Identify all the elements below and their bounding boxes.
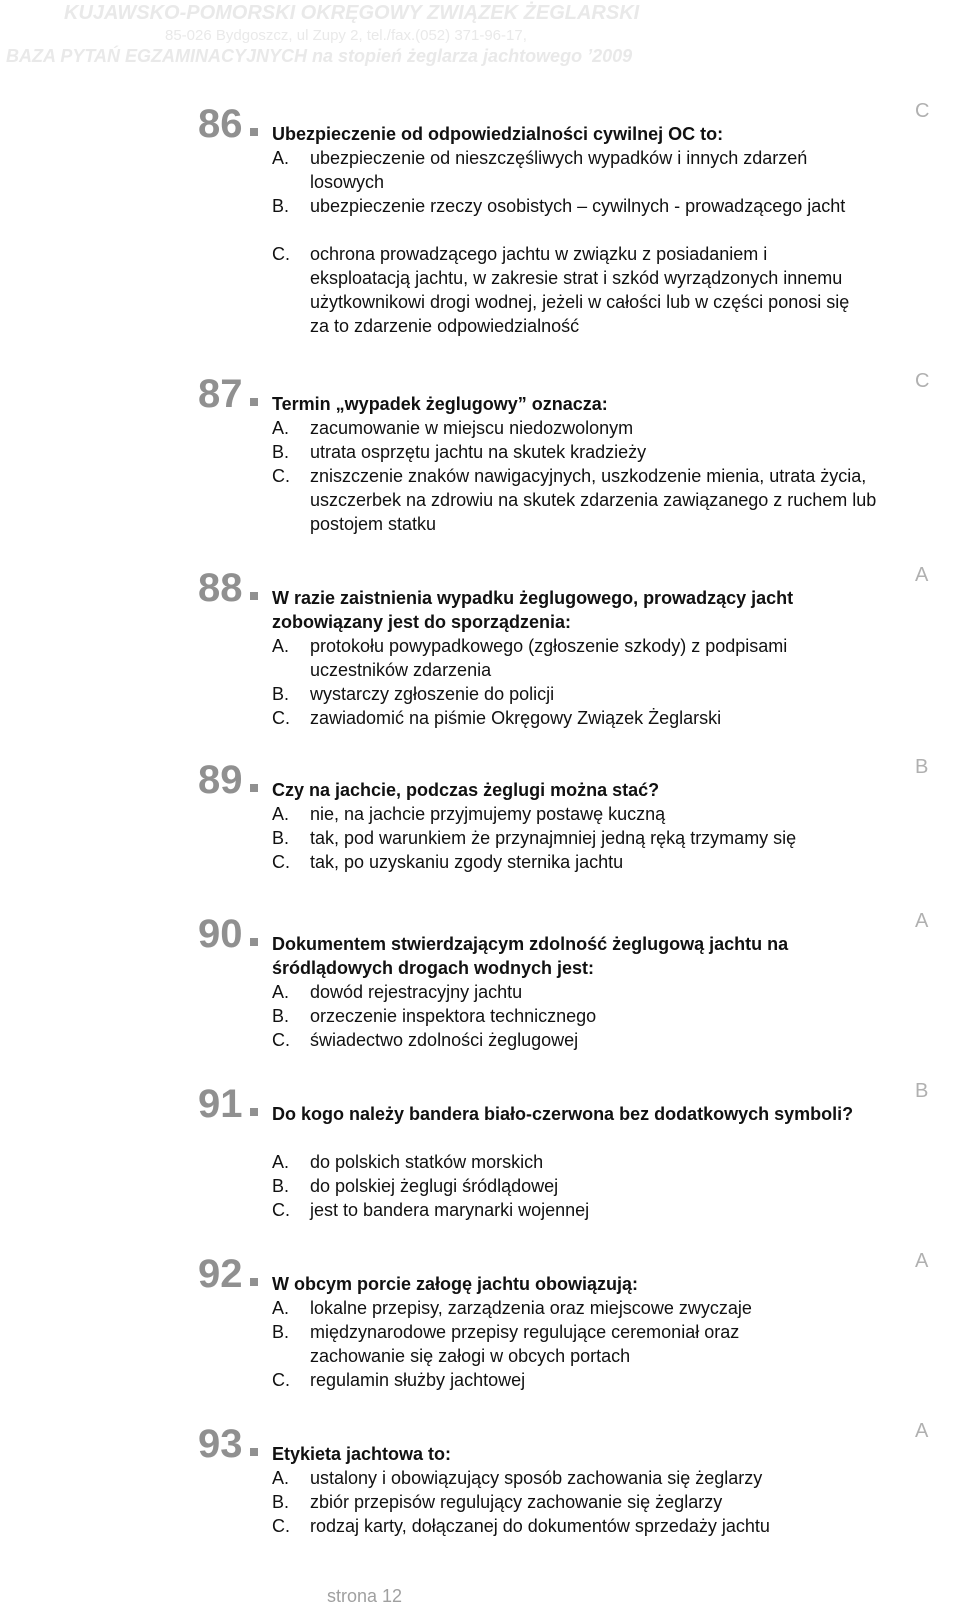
- answer-letter: B.: [272, 196, 290, 216]
- answer-letter: B.: [272, 1006, 290, 1026]
- answer-a: [272, 980, 912, 1004]
- bullet-marker: [250, 1108, 258, 1116]
- answer-text: orzeczenie inspektora technicznego: [310, 1006, 597, 1026]
- answer-text: do polskiej żeglugi śródlądowej: [310, 1176, 559, 1196]
- answer-c: [272, 850, 912, 874]
- question-number: 93: [198, 1422, 243, 1466]
- answer-a: [272, 1466, 912, 1490]
- answer-a: [272, 1150, 912, 1174]
- bullet-marker: [250, 784, 258, 792]
- answer-b: [272, 194, 912, 218]
- answer-letter: C.: [272, 466, 290, 486]
- answer-letter: A.: [272, 1152, 290, 1172]
- question-number: 86: [198, 102, 243, 146]
- question-number: 90: [198, 912, 243, 956]
- answer-letter: B.: [272, 828, 290, 848]
- question-text: Do kogo należy bandera biało-czerwona bez dodatkowych symboli?: [272, 1104, 854, 1124]
- answer-c: [272, 464, 912, 536]
- bullet-marker: [250, 1278, 258, 1286]
- answer-text: rodzaj karty, dołączanej do dokumentów sprzedaży jachtu: [310, 1516, 770, 1536]
- bullet-marker: [250, 398, 258, 406]
- answer-letter: A.: [272, 1468, 290, 1488]
- question-number: 91: [198, 1082, 243, 1126]
- answer-text: lokalne przepisy, zarządzenia oraz miejscowe zwyczaje: [310, 1298, 752, 1318]
- answer-b: [272, 1490, 912, 1514]
- answer-text: wystarczy zgłoszenie do policji: [310, 684, 555, 704]
- answer-text: zbiór przepisów regulujący zachowanie się żeglarzy: [310, 1492, 723, 1512]
- answer-a: [272, 1296, 912, 1320]
- answer-text: ubezpieczenie od nieszczęśliwych wypadków i innych zdarzeń losowych: [310, 148, 808, 192]
- answer-b: [272, 440, 912, 464]
- answer-letter: C.: [272, 244, 290, 264]
- bullet-marker: [250, 938, 258, 946]
- answer-text: jest to bandera marynarki wojennej: [310, 1200, 590, 1220]
- answer-text: dowód rejestracyjny jachtu: [310, 982, 523, 1002]
- answer-letter: C.: [272, 708, 290, 728]
- answer-key: B: [915, 756, 929, 778]
- answer-letter: B.: [272, 1492, 290, 1512]
- answer-text: ochrona prowadzącego jachtu w związku z posiadaniem i eksploatacją jachtu, w zakresie strat i szkód wyrządzonych innemu użytkownikowi drogi wodnej, jeżeli w całości lub w części ponosi się za to zdarzenie odpowiedzialność: [310, 244, 850, 336]
- answer-key: A: [915, 564, 929, 586]
- answer-letter: C.: [272, 1200, 290, 1220]
- answer-b: [272, 1320, 912, 1368]
- answer-text: ustalony i obowiązujący sposób zachowania się żeglarzy: [310, 1468, 763, 1488]
- answer-b: [272, 1174, 912, 1198]
- answer-letter: B.: [272, 442, 290, 462]
- answer-letter: A.: [272, 148, 290, 168]
- bullet-marker: [250, 128, 258, 136]
- question-text: Etykieta jachtowa to:: [272, 1444, 452, 1464]
- question-text: Termin „wypadek żeglugowy” oznacza:: [272, 394, 608, 414]
- answer-a: [272, 634, 912, 682]
- answer-key: A: [915, 1420, 929, 1442]
- question-text: W obcym porcie załogę jachtu obowiązują:: [272, 1274, 639, 1294]
- question-number: 87: [198, 372, 243, 416]
- answer-c: [272, 1028, 912, 1052]
- answer-letter: A.: [272, 636, 290, 656]
- answer-key: C: [915, 100, 930, 122]
- answer-key: B: [915, 1080, 929, 1102]
- answer-letter: B.: [272, 1322, 290, 1342]
- answer-key: A: [915, 910, 929, 932]
- answer-text: międzynarodowe przepisy regulujące ceremoniał oraz zachowanie się załogi w obcych portach: [310, 1322, 740, 1366]
- page-number: strona 12: [327, 1586, 403, 1606]
- answer-letter: C.: [272, 1370, 290, 1390]
- answer-a: [272, 146, 912, 194]
- answer-text: zacumowanie w miejscu niedozwolonym: [310, 418, 634, 438]
- answer-text: tak, pod warunkiem że przynajmniej jedną ręką trzymamy się: [310, 828, 797, 848]
- answer-text: do polskich statków morskich: [310, 1152, 544, 1172]
- answer-letter: C.: [272, 852, 290, 872]
- answer-letter: C.: [272, 1030, 290, 1050]
- question-text: Czy na jachcie, podczas żeglugi można stać?: [272, 780, 660, 800]
- answer-text: tak, po uzyskaniu zgody sternika jachtu: [310, 852, 624, 872]
- bullet-marker: [250, 1448, 258, 1456]
- answer-c: [272, 1368, 912, 1392]
- answer-text: zawiadomić na piśmie Okręgowy Związek Żeglarski: [310, 708, 722, 728]
- answer-letter: A.: [272, 982, 290, 1002]
- answer-text: regulamin służby jachtowej: [310, 1370, 526, 1390]
- question-text: Ubezpieczenie od odpowiedzialności cywilnej OC to:: [272, 124, 724, 144]
- header-title: BAZA PYTAŃ EGZAMINACYJNYCH na stopień żeglarza jachtowego ’2009: [6, 46, 633, 66]
- answer-c: [272, 1514, 912, 1538]
- answer-key: A: [915, 1250, 929, 1272]
- answer-c: [272, 242, 912, 338]
- question-number: 92: [198, 1252, 243, 1296]
- answer-letter: A.: [272, 804, 290, 824]
- answer-b: [272, 1004, 912, 1028]
- answer-letter: A.: [272, 418, 290, 438]
- answer-letter: B.: [272, 684, 290, 704]
- answer-text: ubezpieczenie rzeczy osobistych – cywilnych - prowadzącego jacht: [310, 196, 846, 216]
- answer-b: [272, 682, 912, 706]
- answer-text: protokołu powypadkowego (zgłoszenie szkody) z podpisami uczestników zdarzenia: [310, 636, 788, 680]
- answer-text: nie, na jachcie przyjmujemy postawę kuczną: [310, 804, 666, 824]
- answer-key: C: [915, 370, 930, 392]
- answer-b: [272, 826, 912, 850]
- question-number: 89: [198, 758, 243, 802]
- answer-letter: B.: [272, 1176, 290, 1196]
- answer-a: [272, 416, 912, 440]
- answer-text: utrata osprzętu jachtu na skutek kradzieży: [310, 442, 647, 462]
- answer-letter: A.: [272, 1298, 290, 1318]
- header-address: 85-026 Bydgoszcz, ul Zupy 2, tel./fax.(052) 371-96-17,: [165, 27, 527, 44]
- question-text: W razie zaistnienia wypadku żeglugowego, prowadzący jacht zobowiązany jest do sporządzenia:: [272, 588, 794, 632]
- question-number: 88: [198, 566, 243, 610]
- answer-text: świadectwo zdolności żeglugowej: [310, 1030, 579, 1050]
- answer-a: [272, 802, 912, 826]
- answer-c: [272, 1198, 912, 1222]
- question-text: Dokumentem stwierdzającym zdolność żeglugową jachtu na śródlądowych drogach wodnych jest:: [272, 934, 789, 978]
- answer-c: [272, 706, 912, 730]
- bullet-marker: [250, 592, 258, 600]
- header-org: KUJAWSKO-POMORSKI OKRĘGOWY ZWIĄZEK ŻEGLARSKI: [64, 2, 640, 24]
- answer-letter: C.: [272, 1516, 290, 1536]
- answer-text: zniszczenie znaków nawigacyjnych, uszkodzenie mienia, utrata życia, uszczerbek na zdrowiu na skutek zdarzenia zawiązanego z ruchem lub postojem statku: [310, 466, 877, 534]
